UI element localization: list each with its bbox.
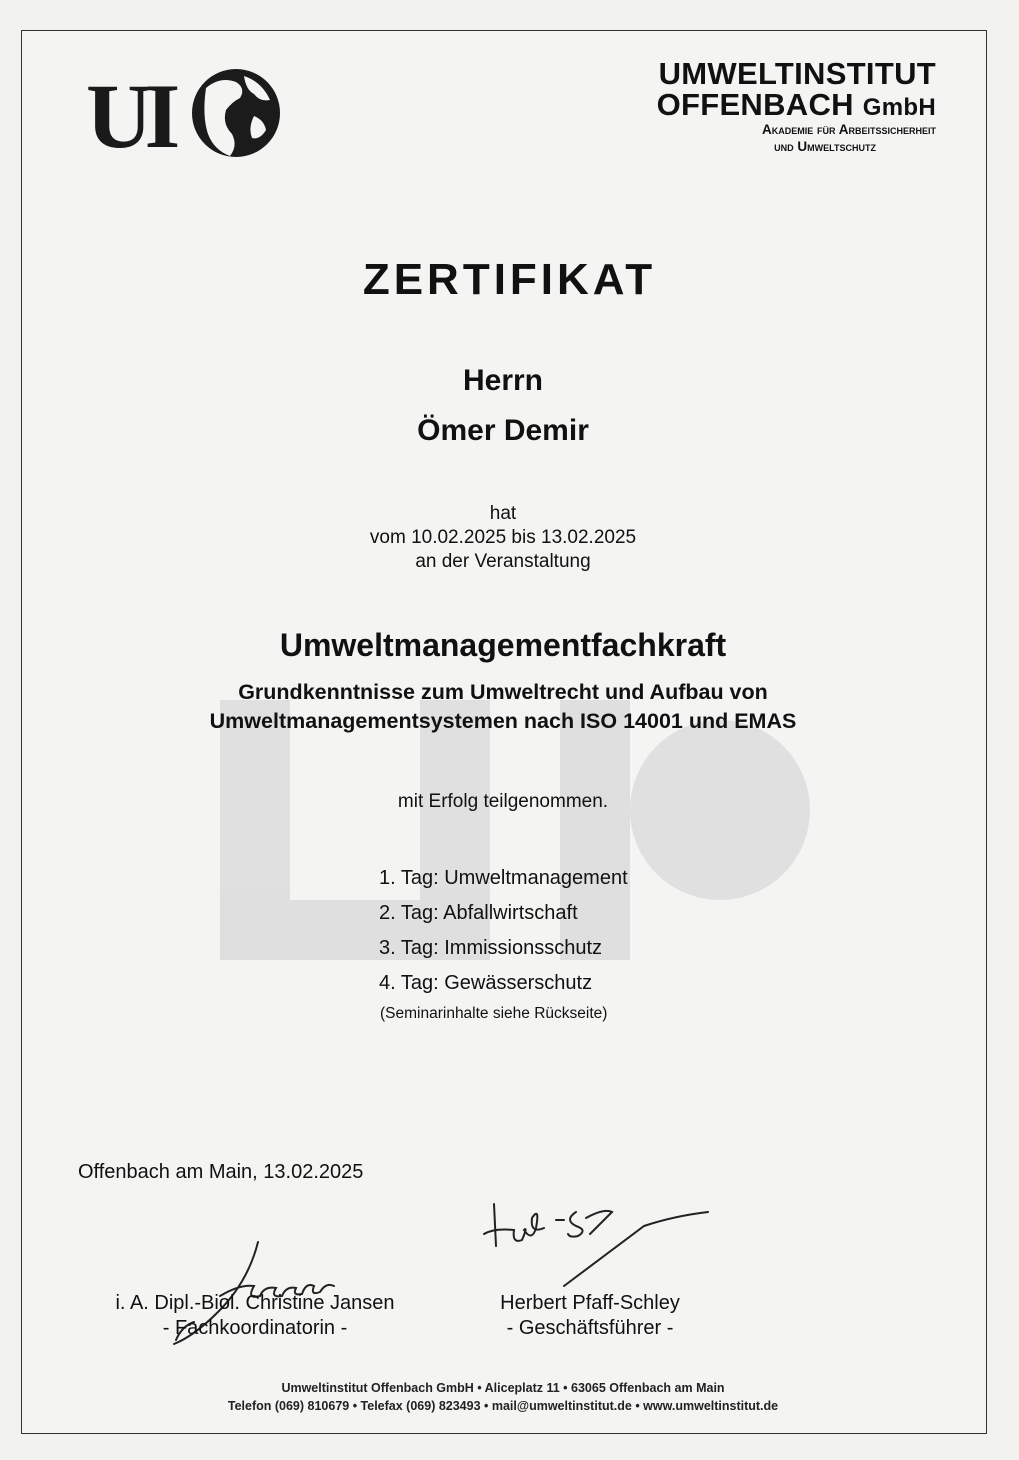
recipient-name: Ömer Demir (417, 414, 589, 447)
signatory-right-name: Herbert Pfaff-Schley (500, 1292, 680, 1314)
seminar-note: (Seminarinhalte siehe Rückseite) (380, 1005, 608, 1022)
signatory-right-role: - Geschäftsführer - (506, 1317, 674, 1339)
institute-logo (86, 58, 286, 168)
logo-letters: UI (86, 65, 173, 167)
footer-address: Umweltinstitut Offenbach GmbH • Aliceplatz 11 • 63065 Offenbach am Main (281, 1381, 725, 1395)
institute-tagline-1: Akademie für Arbeitssicherheit (761, 122, 936, 137)
course-title: Umweltmanagementfachkraft (279, 627, 727, 663)
globe-icon (184, 58, 284, 168)
place-date: Offenbach am Main, 13.02.2025 (78, 1161, 364, 1183)
signatory-left-role: - Fachkoordinatorin - (162, 1317, 348, 1339)
footer-contact (0, 1379, 1006, 1415)
seminar-days (379, 866, 628, 1006)
institute-name-line1: UMWELTINSTITUT (658, 56, 936, 91)
completion-text: mit Erfolg teilgenommen. (397, 791, 609, 812)
footer-contact-line: Telefon (069) 810679 • Telefax (069) 823493 • mail@umweltinstitut.de • www.umweltinstitut.de (227, 1399, 779, 1413)
text-dates: vom 10.02.2025 bis 13.02.2025 (369, 527, 637, 548)
course-subtitle (0, 678, 1006, 736)
course-subtitle-line2: Umweltmanagementsystemen nach ISO 14001 und EMAS (209, 709, 797, 733)
day-item: 1. Tag: Umweltmanagement (379, 867, 628, 889)
institute-header (657, 58, 936, 153)
day-item: 3. Tag: Immissionsschutz (379, 937, 603, 959)
signature-left (90, 1291, 420, 1341)
institute-tagline-2: und Umweltschutz (774, 138, 876, 154)
signature-right-image (480, 1190, 720, 1290)
day-item: 2. Tag: Abfallwirtschaft (379, 902, 578, 924)
institute-name-city: OFFENBACH (656, 87, 854, 122)
salutation: Herrn (462, 364, 544, 397)
institute-name-line2 (657, 89, 936, 120)
course-subtitle-line1: Grundkenntnisse zum Umweltrecht und Aufbau von (238, 680, 768, 704)
day-item: 4. Tag: Gewässerschutz (379, 972, 593, 994)
institute-name-gmbh: GmbH (862, 94, 936, 121)
text-hat: hat (489, 503, 517, 524)
text-event: an der Veranstaltung (415, 551, 591, 572)
certificate-title: ZERTIFIKAT (362, 255, 657, 304)
signatory-left-name: i. A. Dipl.-Biol. Christine Jansen (115, 1292, 395, 1314)
signature-right (470, 1291, 710, 1341)
